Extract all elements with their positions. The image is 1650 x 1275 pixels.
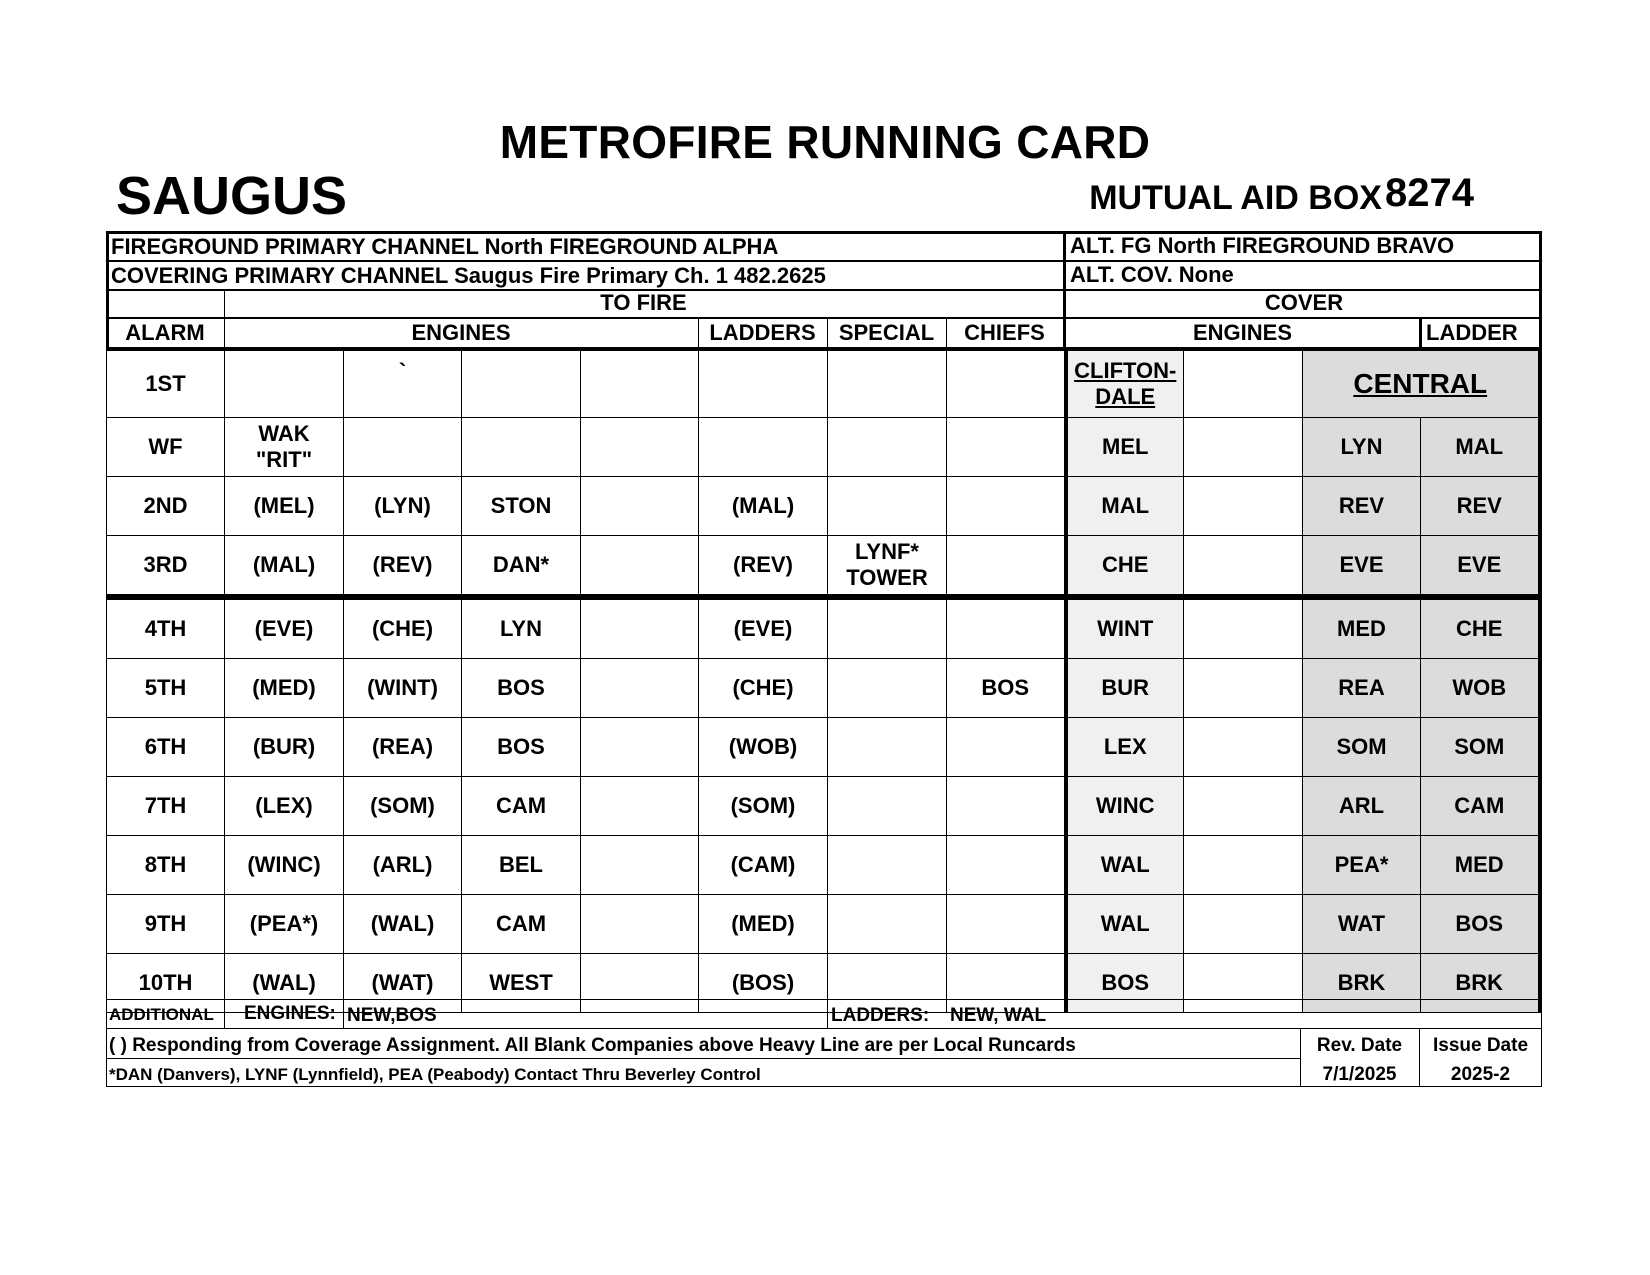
card-title: METROFIRE RUNNING CARD — [499, 116, 1151, 168]
special-cell — [828, 836, 947, 895]
engine-cell — [581, 351, 699, 418]
engine-cell: BOS — [462, 659, 581, 718]
engine-cell — [581, 718, 699, 777]
cover-ladder-header: LADDER — [1426, 320, 1518, 345]
ladder-cell — [699, 418, 828, 477]
cover-ladder-cell: CAM — [1421, 777, 1540, 836]
table-row — [107, 895, 1540, 954]
ladder-cell: (CAM) — [699, 836, 828, 895]
chiefs-cell — [947, 351, 1066, 418]
engine-cell: DAN* — [462, 536, 581, 598]
divider — [343, 999, 344, 1028]
cover-engine-cell: MAL — [1066, 477, 1184, 536]
divider — [106, 317, 1542, 319]
engine-cell: (PEA*) — [225, 895, 344, 954]
cover-ladder-cell: REV — [1421, 477, 1540, 536]
special-cell — [828, 477, 947, 536]
chiefs-cell: BOS — [947, 659, 1066, 718]
engine-cell: (BUR) — [225, 718, 344, 777]
cover-engine-cell: CLIFTON- DALE — [1066, 351, 1184, 418]
running-card-grid — [106, 350, 1542, 1013]
cover-engine-cell — [1184, 718, 1303, 777]
cover-engine-cell — [1184, 895, 1303, 954]
engines-header: ENGINES — [411, 320, 511, 345]
additional-ladders-value: NEW, WAL — [950, 1005, 1047, 1026]
issue-date-label: Issue Date — [1432, 1035, 1529, 1056]
cover-engine-cell — [1184, 836, 1303, 895]
covering-primary-channel: COVERING PRIMARY CHANNEL Saugus Fire Primary Ch. 1 482.2625 — [111, 263, 826, 288]
engine-cell — [581, 836, 699, 895]
engine-cell: (SOM) — [344, 777, 462, 836]
cover-engine-cell: PEA* — [1303, 836, 1421, 895]
alarm-cell: 2ND — [107, 477, 225, 536]
additional-ladders-label: LADDERS: — [831, 1005, 930, 1026]
cover-engine-cell: BOS — [1066, 954, 1184, 1013]
alarm-cell: 1ST — [107, 351, 225, 418]
cover-ladder-cell: MAL — [1421, 418, 1540, 477]
ladder-cell: (MED) — [699, 895, 828, 954]
table-row — [107, 351, 1540, 418]
engine-cell — [462, 351, 581, 418]
table-row — [107, 659, 1540, 718]
alt-fireground-channel: ALT. FG North FIREGROUND BRAVO — [1070, 233, 1455, 258]
engine-cell: (WAT) — [344, 954, 462, 1013]
alarm-cell: 7TH — [107, 777, 225, 836]
ladder-cell: (WOB) — [699, 718, 828, 777]
special-cell: LYNF* TOWER — [828, 536, 947, 598]
special-cell — [828, 777, 947, 836]
issue-date-value: 2025-2 — [1450, 1064, 1511, 1085]
table-row — [107, 418, 1540, 477]
engine-cell: (REA) — [344, 718, 462, 777]
engine-cell: (LEX) — [225, 777, 344, 836]
ladder-cell: (REV) — [699, 536, 828, 598]
engine-cell: (MAL) — [225, 536, 344, 598]
cover-engine-cell — [1184, 351, 1303, 418]
engine-cell: (WINC) — [225, 836, 344, 895]
table-row — [107, 477, 1540, 536]
cover-engine-cell — [1184, 536, 1303, 598]
alarm-cell: 8TH — [107, 836, 225, 895]
ladder-cell: (CHE) — [699, 659, 828, 718]
cover-engine-cell: CHE — [1066, 536, 1184, 598]
cover-ladder-cell: BRK — [1421, 954, 1540, 1013]
cover-engine-cell — [1184, 777, 1303, 836]
to-fire-header: TO FIRE — [600, 290, 687, 315]
alarm-header: ALARM — [125, 320, 205, 345]
ladder-cell: (EVE) — [699, 597, 828, 659]
alarm-cell: WF — [107, 418, 225, 477]
ladder-cell: (MAL) — [699, 477, 828, 536]
cover-engine-cell — [1184, 659, 1303, 718]
cover-ladder-cell: EVE — [1421, 536, 1540, 598]
cover-engine-cell — [1184, 477, 1303, 536]
cover-engine-cell: MEL — [1066, 418, 1184, 477]
cover-ladder-cell: SOM — [1421, 718, 1540, 777]
cover-engine-cell: WAL — [1066, 895, 1184, 954]
engine-cell — [581, 536, 699, 598]
additional-engines-label: ENGINES: — [244, 1003, 336, 1024]
contact-note: *DAN (Danvers), LYNF (Lynnfield), PEA (Peabody) Contact Thru Beverley Control — [109, 1065, 761, 1084]
additional-engines-value: NEW,BOS — [347, 1005, 437, 1026]
engine-cell: (MED) — [225, 659, 344, 718]
special-cell — [828, 659, 947, 718]
chiefs-cell — [947, 536, 1066, 598]
engine-cell — [225, 351, 344, 418]
cover-engine-cell: BRK — [1303, 954, 1421, 1013]
box-number: 8274 — [1385, 171, 1474, 215]
cover-ladder-cell: CHE — [1421, 597, 1540, 659]
cover-engine-cell: LYN — [1303, 418, 1421, 477]
table-row — [107, 536, 1540, 598]
cover-central-cell: CENTRAL — [1303, 351, 1540, 418]
cover-engine-cell: WAL — [1066, 836, 1184, 895]
engine-cell: (WINT) — [344, 659, 462, 718]
cover-engine-cell — [1184, 418, 1303, 477]
alarm-cell: 3RD — [107, 536, 225, 598]
engine-cell: BOS — [462, 718, 581, 777]
additional-label: ADDITIONAL — [109, 1005, 214, 1024]
chiefs-cell — [947, 477, 1066, 536]
engine-cell: (EVE) — [225, 597, 344, 659]
engine-cell — [581, 597, 699, 659]
cover-engine-cell: WINT — [1066, 597, 1184, 659]
engine-cell: CAM — [462, 895, 581, 954]
ladder-cell: (SOM) — [699, 777, 828, 836]
engine-cell: STON — [462, 477, 581, 536]
engine-cell: BEL — [462, 836, 581, 895]
cover-engine-cell: SOM — [1303, 718, 1421, 777]
special-cell — [828, 895, 947, 954]
engine-cell — [581, 477, 699, 536]
engine-cell: CAM — [462, 777, 581, 836]
rev-date-label: Rev. Date — [1316, 1035, 1403, 1056]
engine-cell — [581, 659, 699, 718]
cover-ladder-cell: WOB — [1421, 659, 1540, 718]
engine-cell: WAK "RIT" — [225, 418, 344, 477]
mutual-aid-box-label: MUTUAL AID BOX — [1089, 179, 1382, 217]
cover-engine-cell: LEX — [1066, 718, 1184, 777]
engine-cell — [581, 418, 699, 477]
engine-cell: (CHE) — [344, 597, 462, 659]
cover-engine-cell — [1184, 597, 1303, 659]
chiefs-cell — [947, 597, 1066, 659]
engine-cell: (ARL) — [344, 836, 462, 895]
engine-cell: LYN — [462, 597, 581, 659]
fireground-primary-channel: FIREGROUND PRIMARY CHANNEL North FIREGROUND ALPHA — [111, 234, 779, 259]
cover-engine-cell: REV — [1303, 477, 1421, 536]
cover-engine-cell: ARL — [1303, 777, 1421, 836]
table-row — [107, 777, 1540, 836]
ladder-cell — [699, 351, 828, 418]
alarm-cell: 5TH — [107, 659, 225, 718]
engine-cell: (LYN) — [344, 477, 462, 536]
special-cell — [828, 418, 947, 477]
cover-engines-header: ENGINES — [1192, 320, 1293, 345]
engine-cell: (REV) — [344, 536, 462, 598]
special-cell — [828, 718, 947, 777]
cover-ladder-cell: BOS — [1421, 895, 1540, 954]
engine-cell — [462, 418, 581, 477]
alarm-cell: 4TH — [107, 597, 225, 659]
table-row — [107, 718, 1540, 777]
alt-covering-channel: ALT. COV. None — [1070, 262, 1234, 287]
cover-engine-cell: BUR — [1066, 659, 1184, 718]
cover-engine-cell: REA — [1303, 659, 1421, 718]
cover-engine-cell: WAT — [1303, 895, 1421, 954]
divider — [106, 260, 1542, 262]
engine-cell: (WAL) — [344, 895, 462, 954]
ladder-cell: (BOS) — [699, 954, 828, 1013]
chiefs-header: CHIEFS — [964, 320, 1045, 345]
cover-engine-cell: MED — [1303, 597, 1421, 659]
divider — [224, 999, 225, 1028]
engine-cell: (MEL) — [225, 477, 344, 536]
engine-cell — [581, 777, 699, 836]
table-row — [107, 836, 1540, 895]
alarm-cell: 9TH — [107, 895, 225, 954]
special-cell — [828, 351, 947, 418]
chiefs-cell — [947, 418, 1066, 477]
rev-date-value: 7/1/2025 — [1322, 1064, 1397, 1085]
alarm-cell: 6TH — [107, 718, 225, 777]
divider — [1419, 317, 1422, 350]
chiefs-cell — [947, 718, 1066, 777]
cover-engine-cell: WINC — [1066, 777, 1184, 836]
town-name: SAUGUS — [116, 166, 348, 226]
cover-header: COVER — [1264, 290, 1344, 315]
chiefs-cell — [947, 836, 1066, 895]
engine-cell — [344, 418, 462, 477]
divider — [106, 1058, 1300, 1059]
coverage-note: ( ) Responding from Coverage Assignment. All Blank Companies above Heavy Line are per Local Runcards — [109, 1035, 1076, 1056]
cover-ladder-cell: MED — [1421, 836, 1540, 895]
engine-cell: WEST — [462, 954, 581, 1013]
engine-cell — [581, 895, 699, 954]
chiefs-cell — [947, 777, 1066, 836]
table-row — [107, 597, 1540, 659]
divider — [827, 999, 828, 1028]
chiefs-cell — [947, 895, 1066, 954]
special-cell — [828, 597, 947, 659]
special-header: SPECIAL — [838, 320, 935, 345]
divider — [106, 1028, 1542, 1029]
engine-cell: (WAL) — [225, 954, 344, 1013]
ladders-header: LADDERS — [709, 320, 816, 345]
alarm-cell: 10TH — [107, 954, 225, 1013]
cover-engine-cell: EVE — [1303, 536, 1421, 598]
engine-cell: ` — [344, 351, 462, 418]
